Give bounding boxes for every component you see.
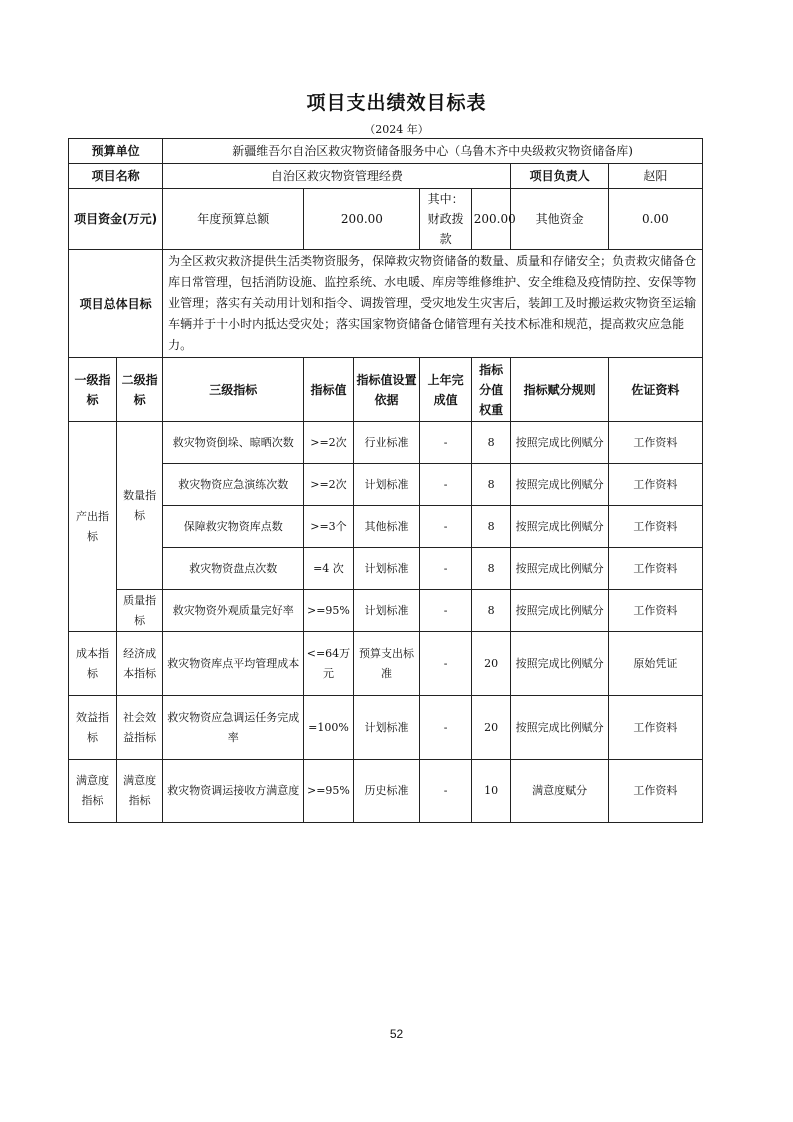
col-header: 指标赋分规则 bbox=[511, 358, 608, 422]
indicator-evidence: 工作资料 bbox=[608, 760, 702, 823]
indicator-weight: 20 bbox=[471, 696, 511, 760]
indicator-basis: 预算支出标准 bbox=[353, 632, 420, 696]
indicator-name: 救灾物资倒垛、晾晒次数 bbox=[163, 422, 304, 464]
indicator-weight: 8 bbox=[471, 506, 511, 548]
indicator-evidence: 原始凭证 bbox=[608, 632, 702, 696]
level1-cost: 成本指标 bbox=[69, 632, 117, 696]
table-row bbox=[69, 506, 703, 548]
table-row bbox=[69, 590, 703, 632]
indicator-basis: 计划标准 bbox=[353, 464, 420, 506]
level2-quantity: 数量指标 bbox=[117, 422, 163, 590]
col-header: 指标值 bbox=[304, 358, 353, 422]
page-number: 52 bbox=[389, 1027, 404, 1041]
indicator-weight: 8 bbox=[471, 422, 511, 464]
table-row bbox=[69, 696, 703, 760]
indicator-weight: 8 bbox=[471, 548, 511, 590]
indicator-rule: 满意度赋分 bbox=[511, 760, 608, 823]
indicator-basis: 计划标准 bbox=[353, 548, 420, 590]
indicator-rule: 按照完成比例赋分 bbox=[511, 422, 608, 464]
indicator-last: - bbox=[420, 548, 471, 590]
table-row bbox=[69, 760, 703, 823]
indicator-rule: 按照完成比例赋分 bbox=[511, 632, 608, 696]
fiscal-value: 200.00 bbox=[471, 189, 511, 250]
indicator-basis: 计划标准 bbox=[353, 590, 420, 632]
indicator-name: 保障救灾物资库点数 bbox=[163, 506, 304, 548]
indicator-name: 救灾物资库点平均管理成本 bbox=[163, 632, 304, 696]
annual-value: 200.00 bbox=[304, 189, 420, 250]
indicator-basis: 行业标准 bbox=[353, 422, 420, 464]
indicator-last: - bbox=[420, 464, 471, 506]
fund-row bbox=[69, 189, 703, 250]
indicator-evidence: 工作资料 bbox=[608, 464, 702, 506]
name-value: 自治区救灾物资管理经费 bbox=[163, 164, 511, 189]
indicator-value: =4 次 bbox=[304, 548, 353, 590]
indicator-rule: 按照完成比例赋分 bbox=[511, 590, 608, 632]
indicator-weight: 8 bbox=[471, 464, 511, 506]
indicator-evidence: 工作资料 bbox=[608, 506, 702, 548]
indicator-weight: 8 bbox=[471, 590, 511, 632]
indicator-value: >=3个 bbox=[304, 506, 353, 548]
indicator-basis: 计划标准 bbox=[353, 696, 420, 760]
level2-social-benefit: 社会效益指标 bbox=[117, 696, 163, 760]
indicator-weight: 10 bbox=[471, 760, 511, 823]
col-header: 三级指标 bbox=[163, 358, 304, 422]
fund-label: 项目资金(万元) bbox=[69, 189, 163, 250]
unit-row bbox=[69, 139, 703, 164]
col-header: 佐证资料 bbox=[608, 358, 702, 422]
level1-output: 产出指标 bbox=[69, 422, 117, 632]
indicator-rule: 按照完成比例赋分 bbox=[511, 464, 608, 506]
name-label: 项目名称 bbox=[69, 164, 163, 189]
indicator-last: - bbox=[420, 696, 471, 760]
annual-label: 年度预算总额 bbox=[163, 189, 304, 250]
indicator-evidence: 工作资料 bbox=[608, 696, 702, 760]
indicator-name: 救灾物资盘点次数 bbox=[163, 548, 304, 590]
indicator-name: 救灾物资外观质量完好率 bbox=[163, 590, 304, 632]
level1-satisfaction: 满意度指标 bbox=[69, 760, 117, 823]
indicator-basis: 其他标准 bbox=[353, 506, 420, 548]
level2-economic-cost: 经济成本指标 bbox=[117, 632, 163, 696]
indicator-evidence: 工作资料 bbox=[608, 422, 702, 464]
indicator-value: >=95% bbox=[304, 760, 353, 823]
col-header: 指标值设置依据 bbox=[353, 358, 420, 422]
leader-value: 赵阳 bbox=[608, 164, 702, 189]
indicator-last: - bbox=[420, 422, 471, 464]
table-row bbox=[69, 548, 703, 590]
indicator-last: - bbox=[420, 632, 471, 696]
column-header-row bbox=[69, 358, 703, 422]
col-header: 一级指标 bbox=[69, 358, 117, 422]
page-title: 项目支出绩效目标表 bbox=[306, 92, 487, 114]
indicator-last: - bbox=[420, 506, 471, 548]
indicator-name: 救灾物资应急调运任务完成率 bbox=[163, 696, 304, 760]
indicator-value: >=2次 bbox=[304, 422, 353, 464]
table-row bbox=[69, 632, 703, 696]
indicator-evidence: 工作资料 bbox=[608, 590, 702, 632]
col-header: 指标分值权重 bbox=[471, 358, 511, 422]
goal-row bbox=[69, 250, 703, 358]
leader-label: 项目负责人 bbox=[511, 164, 608, 189]
level2-quality: 质量指标 bbox=[117, 590, 163, 632]
fiscal-label: 其中：财政拨款 bbox=[420, 189, 471, 250]
other-label: 其他资金 bbox=[511, 189, 608, 250]
indicator-rule: 按照完成比例赋分 bbox=[511, 548, 608, 590]
indicator-last: - bbox=[420, 590, 471, 632]
indicator-value: >=95% bbox=[304, 590, 353, 632]
unit-value: 新疆维吾尔自治区救灾物资储备服务中心（乌鲁木齐中央级救灾物资储备库) bbox=[163, 139, 703, 164]
goal-text: 为全区救灾救济提供生活类物资服务，保障救灾物资储备的数量、质量和存储安全；负责救灾储备仓库日常管理，包括消防设施、监控系统、水电暖、库房等维修维护、安全维稳及疫情防控、安保等物业管理；落实有关动用计划和指令、调拨管理，受灾地发生灾害后，装卸工及时搬运救灾物资至运输车辆并于十小时内抵达受灾处；落实国家物资储备仓储管理有关技术标准和规范，提高救灾应急能力。 bbox=[163, 250, 703, 358]
indicator-value: >=2次 bbox=[304, 464, 353, 506]
unit-label: 预算单位 bbox=[69, 139, 163, 164]
indicator-value: =100% bbox=[304, 696, 353, 760]
indicator-name: 救灾物资调运接收方满意度 bbox=[163, 760, 304, 823]
indicator-name: 救灾物资应急演练次数 bbox=[163, 464, 304, 506]
table-row bbox=[69, 422, 703, 464]
indicator-rule: 按照完成比例赋分 bbox=[511, 696, 608, 760]
level1-benefit: 效益指标 bbox=[69, 696, 117, 760]
indicator-last: - bbox=[420, 760, 471, 823]
col-header: 上年完成值 bbox=[420, 358, 471, 422]
indicator-basis: 历史标准 bbox=[353, 760, 420, 823]
level2-satisfaction: 满意度指标 bbox=[117, 760, 163, 823]
indicator-value: <=64万元 bbox=[304, 632, 353, 696]
goal-label: 项目总体目标 bbox=[69, 250, 163, 358]
other-value: 0.00 bbox=[608, 189, 702, 250]
name-row bbox=[69, 164, 703, 189]
performance-table bbox=[68, 138, 703, 823]
indicator-rule: 按照完成比例赋分 bbox=[511, 506, 608, 548]
table-row bbox=[69, 464, 703, 506]
indicator-weight: 20 bbox=[471, 632, 511, 696]
year-label: （2024 年） bbox=[364, 123, 429, 136]
col-header: 二级指标 bbox=[117, 358, 163, 422]
indicator-evidence: 工作资料 bbox=[608, 548, 702, 590]
